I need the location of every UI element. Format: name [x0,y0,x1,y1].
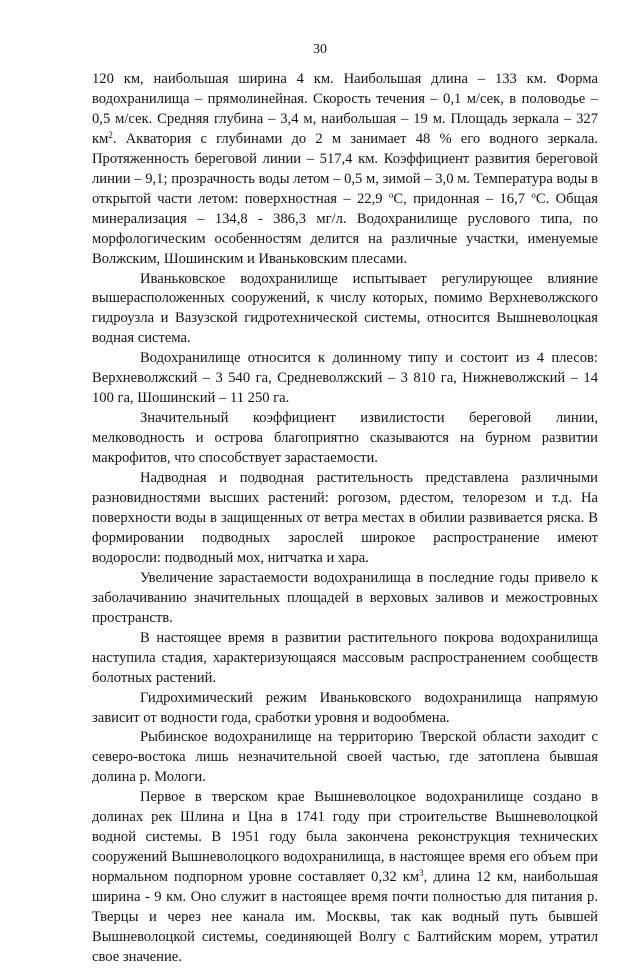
text-run: Иваньковское водохранилище испытывает регулирующее влияние вышерасположенных сооружений, к числу которых, помимо Верхневолжского гидроузла и Вазузской гидротехнической системы, относится Вышневолоцкая водная система. [92,270,598,347]
superscript-squared: 2 [108,129,113,140]
text-run: Первое в тверском крае Вышневолоцкое водохранилище создано в долинах рек Шлина и Цна в 1741 году при строительстве Вышневолоцкой водной системы. В 1951 году была закончена реконструкция технических сооружений Вышневолоцкого водохранилища, в настоящее время его объем при нормальном подпорном уровне составляет 0,32 км [92,789,598,886]
superscript-degree: о [388,189,394,200]
text-run: . Акватория с глубинами до 2 м занимает 48 % его водного зеркала. Протяженность береговой линии – 517,4 км. Коэффициент развития береговой линии – 9,1; прозрачность воды летом – 0,5 м, зимой – 3,0 м. Температура воды в открытой части летом: поверхностная – 22,9 [92,130,598,207]
text-run: Гидрохимический режим Иваньковского водохранилища напрямую зависит от водности года, сработки уровня и водообмена. [92,689,598,726]
paragraph-10 [92,788,598,968]
superscript-degree: о [531,189,536,200]
text-run: , длина 12 км, наибольшая ширина - 9 км. Оно служит в настоящее время почти полностью для питания р. Тверцы и через нее канала им. Москвы, так как водный путь бывшей Вышневолоцкой системы, соединяющей Волгу с Балтийским морем, утратил свое значение. [92,869,598,965]
paragraph-8 [92,689,598,729]
text-body [92,70,598,968]
paragraph-2 [92,270,598,350]
paragraph-4 [92,409,598,469]
paragraph-1 [92,70,598,270]
paragraph-6 [92,569,598,629]
text-run: С. Общая минерализация – 134,8 - 386,3 мг/л. Водохранилище руслового типа, по морфологическим особенностям делится на различные участки, именуемые Волжским, Шошинским и Иваньковским плесами. [92,190,598,267]
text-run: С, придонная – 16,7 [393,190,532,207]
text-run: 120 км, наибольшая ширина 4 км. Наибольшая длина – 133 км. Форма водохранилища – прямолинейная. Скорость течения – 0,1 м/сек, в половодье – 0,5 м/сек. Средняя глубина – 3,4 м, наибольшая – 19 м. Площадь зеркала – 327 км [92,71,598,147]
text-run: Значительный коэффициент извилистости береговой линии, мелководность и острова благоприятно сказываются на бурном развитии макрофитов, что способствует зарастаемости. [92,410,598,467]
text-run: Рыбинское водохранилище на территорию Тверской области заходит с северо-востока лишь незначительной своей частью, где затоплена бывшая долина р. Мологи. [92,729,598,786]
text-run: В настоящее время в развитии растительного покрова водохранилища наступила стадия, характеризующаяся массовым распространением сообществ болотных растений. [92,629,598,686]
text-run: Надводная и подводная растительность представлена различными разновидностями высших растений: рогозом, рдестом, телорезом и т.д. На поверхности воды в защищенных от ветра местах в обилии развивается ряска. В формировании подводных зарослей широкое распространение имеют водоросли: подводный мох, нитчатка и хара. [92,470,598,566]
page-number: 30 [313,42,327,57]
text-run: Увеличение зарастаемости водохранилища в последние годы привело к заболачиванию значительных площадей в верховых заливов и межостровных пространств. [92,569,598,626]
paragraph-3 [92,349,598,409]
text-run: Водохранилище относится к долинному типу и состоит из 4 плесов: Верхневолжский – 3 540 га, Средневолжский – 3 810 га, Нижневолжский – 14 100 га, Шошинский – 11 250 га. [92,350,598,407]
paragraph-5 [92,469,598,569]
paragraph-7 [92,629,598,689]
superscript-cubed: 3 [419,868,424,879]
paragraph-9 [92,728,598,788]
